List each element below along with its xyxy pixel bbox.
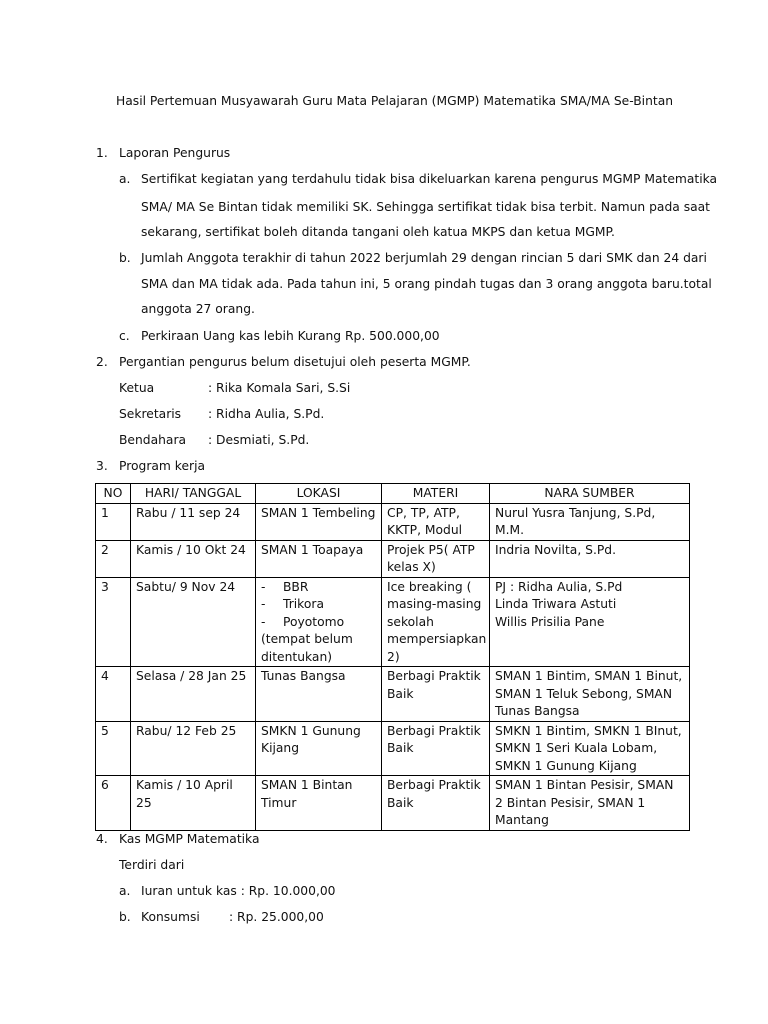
- cell-location: Tunas Bangsa: [256, 667, 382, 722]
- cell-date: Rabu / 11 sep 24: [131, 503, 256, 540]
- speaker-line: Indria Novilta, S.Pd.: [495, 542, 616, 557]
- item-1c-line-1: Perkiraan Uang kas lebih Kurang Rp. 500.000,00: [141, 329, 440, 343]
- program-table: [95, 483, 690, 831]
- cell-no: 4: [96, 667, 131, 722]
- cell-material: Berbagi Praktik Baik: [382, 776, 490, 831]
- cell-location: SMAN 1 Toapaya: [256, 540, 382, 577]
- cell-date: Kamis / 10 Okt 24: [131, 540, 256, 577]
- speaker-line: SMKN 1 Bintim, SMKN 1 BInut, SMKN 1 Seri Kuala Lobam, SMKN 1 Gunung Kijang: [495, 723, 682, 773]
- cell-no: 2: [96, 540, 131, 577]
- cell-no: 3: [96, 577, 131, 667]
- item-1b-number: b.: [119, 251, 131, 265]
- header-material: MATERI: [382, 484, 490, 504]
- cell-no: 1: [96, 503, 131, 540]
- cell-speakers: [490, 540, 690, 577]
- section-3-number: 3.: [96, 459, 108, 473]
- item-4a-text: Iuran untuk kas : Rp. 10.000,00: [141, 884, 336, 898]
- cell-no: 6: [96, 776, 131, 831]
- item-4b-number: b.: [119, 910, 131, 924]
- section-4-heading: Kas MGMP Matematika: [119, 832, 260, 846]
- section-2-heading: Pergantian pengurus belum disetujui oleh peserta MGMP.: [119, 355, 471, 369]
- header-date: HARI/ TANGGAL: [131, 484, 256, 504]
- cell-date: Kamis / 10 April 25: [131, 776, 256, 831]
- cell-location: SMAN 1 Tembeling: [256, 503, 382, 540]
- section-4-number: 4.: [96, 832, 108, 846]
- cell-speakers: [490, 503, 690, 540]
- item-4a-number: a.: [119, 884, 131, 898]
- speaker-line: SMAN 1 Bintim, SMAN 1 Binut, SMAN 1 Teluk Sebong, SMAN Tunas Bangsa: [495, 669, 683, 718]
- item-1b-line-2: SMA dan MA tidak ada. Pada tahun ini, 5 orang pindah tugas dan 3 orang anggota baru.total: [141, 277, 712, 291]
- dash-bullet: -: [261, 579, 266, 594]
- location-option-label: BBR: [283, 579, 309, 594]
- officer-role-treasurer: Bendahara: [119, 433, 187, 447]
- table-header-row: [96, 484, 690, 504]
- table-row: [96, 540, 690, 577]
- location-option-label: Trikora: [283, 597, 324, 611]
- section-1-heading: Laporan Pengurus: [119, 146, 231, 160]
- item-1a-line-3: sekarang, sertifikat boleh ditanda tangani oleh katua MKPS dan ketua MGMP.: [141, 225, 615, 239]
- section-2-number: 2.: [96, 355, 108, 369]
- speaker-line: PJ : Ridha Aulia, S.Pd: [495, 579, 623, 594]
- item-1a-line-1: Sertifikat kegiatan yang terdahulu tidak bisa dikeluarkan karena pengurus MGMP Matematika: [141, 172, 718, 186]
- item-1c-number: c.: [119, 329, 130, 343]
- cell-material: Projek P5( ATP kelas X): [382, 540, 490, 577]
- location-note: (tempat belum ditentukan): [261, 632, 353, 664]
- cell-speakers: [490, 721, 690, 776]
- speaker-line: Linda Triwara Astuti: [495, 597, 617, 611]
- officer-role-secretary: Sekretaris: [119, 407, 182, 421]
- cell-material: Berbagi Praktik Baik: [382, 667, 490, 722]
- section-4-subheading: Terdiri dari: [119, 858, 185, 872]
- cell-location: SMKN 1 Gunung Kijang: [256, 721, 382, 776]
- dash-bullet: -: [261, 597, 266, 611]
- officer-name-secretary: : Ridha Aulia, S.Pd.: [208, 407, 325, 421]
- speaker-line: SMAN 1 Bintan Pesisir, SMAN 2 Bintan Pesisir, SMAN 1 Mantang: [495, 778, 674, 827]
- table-row: [96, 503, 690, 540]
- item-4b-text: : Rp. 25.000,00: [229, 910, 324, 924]
- cell-no: 5: [96, 721, 131, 776]
- table-row: [96, 577, 690, 667]
- location-option: [261, 614, 376, 632]
- cell-material: Berbagi Praktik Baik: [382, 721, 490, 776]
- item-1a-number: a.: [119, 172, 131, 186]
- item-4b-label: Konsumsi: [141, 910, 200, 924]
- document-title: Hasil Pertemuan Musyawarah Guru Mata Pelajaran (MGMP) Matematika SMA/MA Se-Bintan: [116, 94, 674, 108]
- cell-material: Ice breaking ( masing-masing sekolah mempersiapkan 2): [382, 577, 490, 667]
- speaker-line: Nurul Yusra Tanjung, S.Pd, M.M.: [495, 505, 656, 537]
- table-row: [96, 667, 690, 722]
- section-3-heading: Program kerja: [119, 459, 206, 473]
- speaker-line: Willis Prisilia Pane: [495, 614, 605, 629]
- header-location: LOKASI: [256, 484, 382, 504]
- item-1b-line-1: Jumlah Anggota terakhir di tahun 2022 berjumlah 29 dengan rincian 5 dari SMK dan 24 dari: [141, 251, 707, 265]
- location-option-label: Poyotomo: [283, 614, 345, 629]
- location-option: [261, 596, 376, 614]
- section-1-number: 1.: [96, 146, 108, 160]
- dash-bullet: -: [261, 614, 266, 629]
- cell-date: Sabtu/ 9 Nov 24: [131, 577, 256, 667]
- table-row: [96, 721, 690, 776]
- cell-location: SMAN 1 Bintan Timur: [256, 776, 382, 831]
- item-1b-line-3: anggota 27 orang.: [141, 302, 255, 316]
- cell-location: [256, 577, 382, 667]
- cell-material: CP, TP, ATP, KKTP, Modul: [382, 503, 490, 540]
- cell-date: Selasa / 28 Jan 25: [131, 667, 256, 722]
- location-option: [261, 579, 376, 597]
- cell-speakers: [490, 577, 690, 667]
- header-no: NO: [96, 484, 131, 504]
- officer-name-treasurer: : Desmiati, S.Pd.: [208, 433, 310, 447]
- item-1a-line-2: SMA/ MA Se Bintan tidak memiliki SK. Sehingga sertifikat tidak bisa terbit. Namun pada saat: [141, 200, 711, 214]
- cell-speakers: [490, 776, 690, 831]
- cell-speakers: [490, 667, 690, 722]
- header-speakers: NARA SUMBER: [490, 484, 690, 504]
- cell-date: Rabu/ 12 Feb 25: [131, 721, 256, 776]
- officer-name-chair: : Rika Komala Sari, S.Si: [208, 381, 351, 395]
- officer-role-chair: Ketua: [119, 381, 155, 395]
- table-row: [96, 776, 690, 831]
